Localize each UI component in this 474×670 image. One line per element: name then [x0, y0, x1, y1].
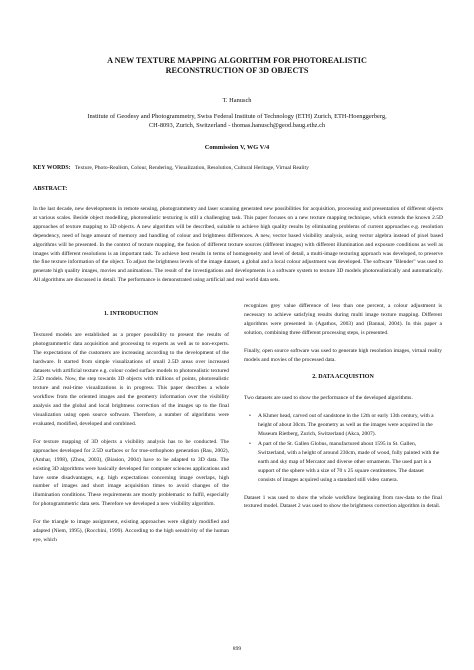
intro-paragraph-final: Finally, open source software was used to generate high resolution images, virtual reality models and movies of the processed data.: [244, 347, 442, 363]
data-paragraph-1: Two datasets are used to show the performance of the developed algorithms.: [244, 395, 413, 402]
title-line-1: A NEW TEXTURE MAPPING ALGORITHM FOR PHOTOREALISTIC: [107, 56, 367, 65]
author-affiliation: [40, 112, 434, 130]
section-heading-data-acquisition: 2. DATA ACQUISTION: [312, 374, 374, 381]
data-paragraph-2: Dataset 1 was used to show the whole workflow beginning from raw-data to the final textured model. Dataset 2 was used to show the brightness correction algorithm in detail.: [244, 494, 442, 510]
page-number: 899: [232, 646, 242, 652]
keywords-block: [33, 164, 441, 172]
bullet-icon: •: [249, 413, 251, 420]
dataset-list: [244, 412, 442, 484]
bullet-icon: •: [249, 440, 251, 447]
abstract-heading: ABSTRACT:: [33, 186, 68, 192]
paper-title: [60, 56, 414, 76]
keywords-label: KEY WORDS:: [33, 165, 71, 171]
title-line-2: RECONSTRUCTION OF 3D OBJECTS: [165, 66, 309, 75]
abstract-text: In the last decade, new developments in remote sensing, photogrammetry and laser scanning generated new possibilities for acquisition, processing and presentation of different objects at various scales. Beside object modelling, photorealistic texturing is still a challenging task. This paper focuses on a new texture mapping technique, which extends the known 2.5D approaches of texture mapping to 3D objects. A new algorithm will be described, suitable to achieve high quality results by eliminating problems of current approaches e.g. resolution dependency, need of huge amount of memory and handling of colour and brightness differences. A new, vector based visibility analysis, using vector algebra instead of pixel based algorithms will be presented. In the context of texture mapping, the fusion of different texture sources (different images) with different illumination and exposure conditions as well as images with different resolutions is an important task. To achieve best results in terms of homogeneity and level of detail, a multi-image texturing approach was developed, to preserve the fine texture information of the object. To adjust the brightness levels of the image dataset, a global and a local colour adjustment was developed. The software "Blender" was used to generate high quality images, movies and animations. The result of the investigations and developments is a software system to texture 3D models photorealistically and automatically. All algorithms are discussed in detail. The performance is demonstrated using artificial and real world data sets.: [33, 206, 443, 284]
intro-paragraph-1: Textured models are established as a proper possibility to present the results of photogrammetric data acquisition and processing to experts as well as to non-experts. The expectations of the customers are increasing according to the development of the hardware. It started from simple visualizations of small 2.5D areas over increased datasets with artificial texture e.g. colour coded surface models to photorealistic textured 2.5D models. Now, the step towards 3D objects with millions of points, photorealistic texture and real-time visualizations is in progress. This paper describes a whole workflow from the oriented images and the geometry information over the visibility analysis and the global and local brightness correction of the images up to the final visualization using open source software. Therefore, a number of algorithms were evaluated, modified, developed and combined.: [33, 331, 229, 427]
affiliation-line-2: CH-8093, Zurich, Switzerland - thomas.hanusch@geod.baug.ethz.ch: [148, 122, 326, 130]
list-item: [249, 412, 442, 439]
list-item: [249, 440, 442, 485]
section-heading-introduction: 1. INTRODUCTION: [103, 311, 158, 317]
keywords-text: Texture, Photo-Realism, Colour, Rendering, Visualization, Resolution, Cultural Heritage, Virtual Reality: [74, 165, 309, 171]
list-item-text: A part of the St. Gallen Globus, manufactured about 1595 in St. Gallen, Switzerland, with a height of around 230cm, made of wood, fully painted with the earth and sky map of Mercator and diverse other ornaments. The used part is a support of the sphere with a size of 70 x 25 square centimetres. The dataset consists of images acquired using a standard still video camera.: [258, 440, 440, 483]
right-column: [244, 302, 442, 520]
intro-paragraph-3: For the triangle to image assignment, existing approaches were slightly modified and adapted (Niem, 1995), (Rocchini, 1999). According to the high sensitivity of the human eye, which: [33, 519, 229, 543]
intro-paragraph-continued: recognizes grey value difference of less than one percent, a colour adjustment is necessary to achieve satisfying results during multi image texture mapping. Different algorithms were presented in (Agathos, 2003) and (Bannai, 2004). In this paper a solution, combining three different processing steps, is presented.: [244, 303, 442, 336]
intro-paragraph-2: For texture mapping of 3D objects a visibility analysis has to be conducted. The approaches developed for 2.5D surfaces or for true-orthophoto generation (Rau, 2002), (Amhar, 1998), (Zhou, 2003), (Biasion, 2004) have to be adapted to 3D data. The existing 3D algorithms were basically developed for computer sciences applications and have some disadvantages, e.g. high expectations concerning image overlaps, high number of images and short image acquisition times to avoid changes of the illumination conditions. These requirements are mostly problematic to fulfil, especially for photogrammetric data sets. Therefore we developed a new visibility algorithm.: [33, 438, 229, 508]
commission-label: Commission V, WG V/4: [204, 144, 270, 151]
list-item-text: A Khmer head, carved out of sandstone in the 12th or early 13th century, with a height of about 30cm. The geometry as well as the images were acquired in the Museum Rietberg, Zurich, Switzerland (Akca, 2007).: [258, 413, 434, 438]
author-name: T. Hanusch: [222, 97, 252, 104]
affiliation-line-1: Institute of Geodesy and Photogrammetry, Swiss Federal Institute of Technology (ETH) Zurich, ETH-Hoenggerberg,: [87, 113, 387, 120]
left-column: [33, 302, 229, 554]
